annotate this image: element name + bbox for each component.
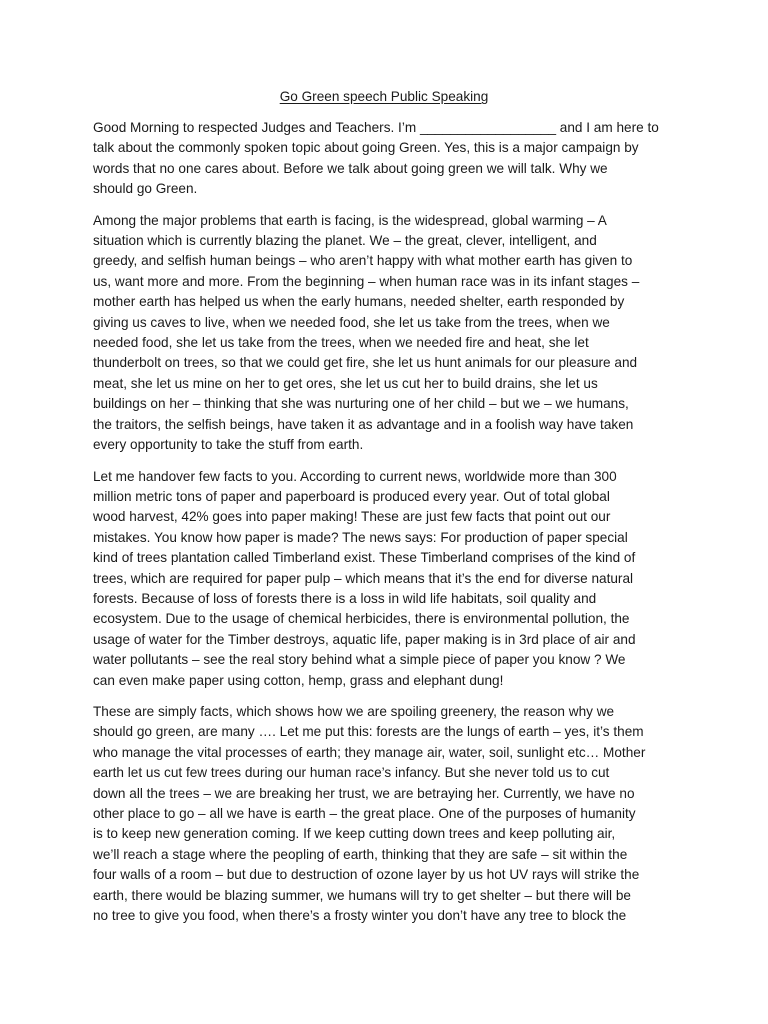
text-line: thunderbolt on trees, so that we could get fire, she let us hunt animals for our pleasure and [93,355,638,371]
text-line: earth, there would be blazing summer, we humans will try to get shelter – but there will be [93,887,631,903]
paragraph [93,118,683,200]
text-line: should go Green. [93,181,198,197]
text-line: is to keep new generation coming. If we keep cutting down trees and keep polluting air, [93,826,616,842]
text-line: words that no one cares about. Before we talk about going green we will talk. Why we [93,160,608,176]
text-line: situation which is currently blazing the planet. We – the great, clever, intelligent, and [93,233,597,249]
text-line: buildings on her – thinking that she was nurturing one of her child – but we – we humans, [93,396,629,412]
text-line: every opportunity to take the stuff from earth. [93,437,364,453]
text-line: trees, which are required for paper pulp – which means that it’s the end for diverse natural [93,570,634,586]
text-line: forests. Because of loss of forests there is a loss in wild life habitats, soil quality and [93,590,597,606]
text-line: Let me handover few facts to you. According to current news, worldwide more than 300 [93,468,617,484]
paragraph [93,467,683,691]
text-line: mother earth has helped us when the early humans, needed shelter, earth responded by [93,294,625,310]
text-line: ecosystem. Due to the usage of chemical herbicides, there is environmental pollution, the [93,611,630,627]
text-line: down all the trees – we are breaking her trust, we are betraying her. Currently, we have no [93,785,635,801]
text-line: the traitors, the selfish beings, have taken it as advantage and in a foolish way have taken [93,416,634,432]
text-line: us, want more and more. From the beginning – when human race was in its infant stages – [93,273,640,289]
text-line: mistakes. You know how paper is made? The news says: For production of paper special [93,529,628,545]
text-line: meat, she let us mine on her to get ores, she let us cut her to build drains, she let us [93,375,598,391]
text-line: we’ll reach a stage where the peopling of earth, thinking that they are safe – sit within the [93,846,628,862]
text-line: other place to go – all we have is earth – the great place. One of the purposes of humanity [93,806,636,821]
document-title: Go Green speech Public Speaking [279,89,489,104]
text-line: million metric tons of paper and paperboard is produced every year. Out of total global [93,488,610,504]
text-line: needed food, she let us take from the trees, when we needed fire and heat, she let [93,335,589,351]
text-line: no tree to give you food, when there’s a frosty winter you don’t have any tree to block the [93,908,627,924]
text-line: usage of water for the Timber destroys, aquatic life, paper making is in 3rd place of air and [93,631,636,647]
text-line: can even make paper using cotton, hemp, grass and elephant dung! [93,672,504,688]
text-line: These are simply facts, which shows how we are spoiling greenery, the reason why we [93,703,615,719]
text-line: who manage the vital processes of earth; they manage air, water, soil, sunlight etc… Mother [93,744,646,760]
text-line: kind of trees plantation called Timberland exist. These Timberland comprises of the kind of [93,550,636,566]
text-line: Good Morning to respected Judges and Teachers. I’m __________________ and I am here to [93,120,659,135]
text-line: giving us caves to live, when we needed food, she let us take from the trees, when we [93,314,610,330]
text-line: wood harvest, 42% goes into paper making! These are just few facts that point out our [93,509,611,525]
text-line: should go green, are many …. Let me put this: forests are the lungs of earth – yes, it’s them [93,724,644,740]
text-line: Among the major problems that earth is facing, is the widespread, global warming – A [93,212,607,228]
text-line: talk about the commonly spoken topic about going Green. Yes, this is a major campaign by [93,140,639,156]
document-body [93,118,683,937]
text-line: water pollutants – see the real story behind what a simple piece of paper you know ? We [93,652,626,668]
text-line: greedy, and selfish human beings – who aren’t happy with what mother earth has given to [93,253,633,269]
paragraph [93,702,683,926]
paragraph [93,211,683,456]
text-line: four walls of a room – but due to destruction of ozone layer by us hot UV rays will strike the [93,867,640,883]
text-line: earth let us cut few trees during our human race’s infancy. But she never told us to cut [93,765,610,781]
